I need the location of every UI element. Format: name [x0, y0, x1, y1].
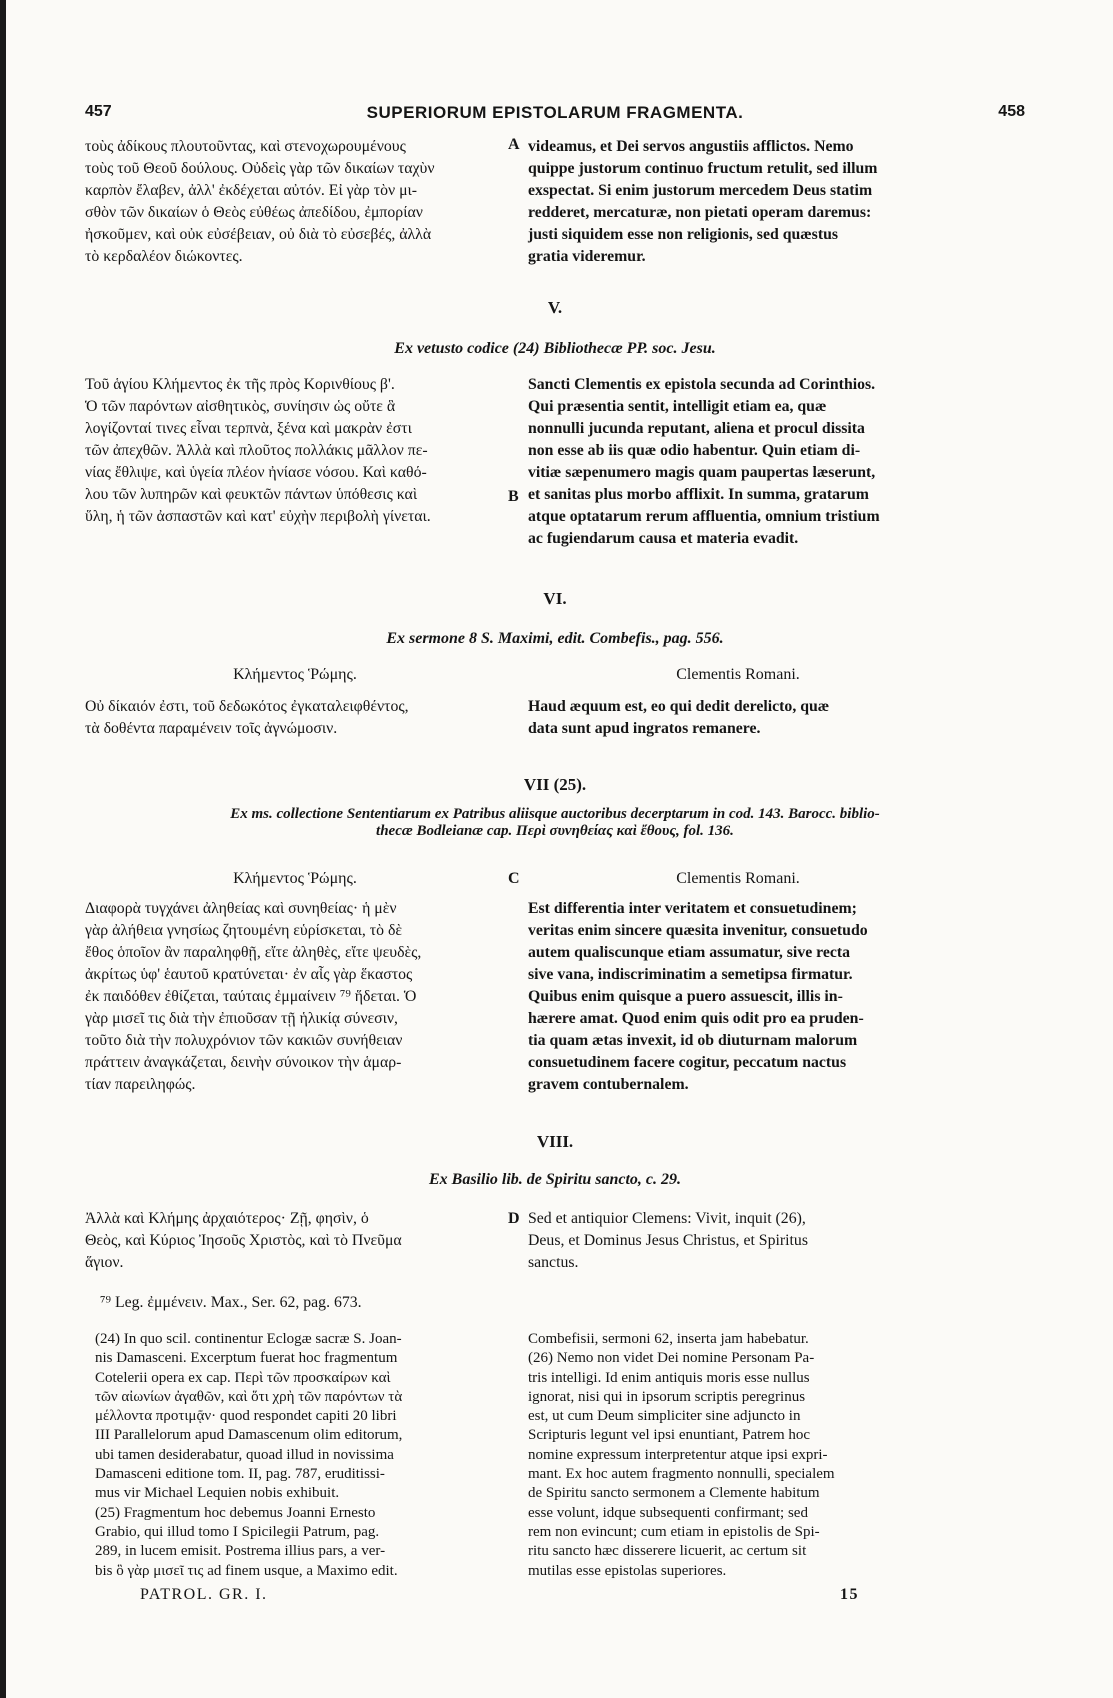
- text-line: Ἀλλὰ καὶ Κλήμης ἀρχαιότερος· Ζῇ, φησὶν, ὁ: [85, 1210, 369, 1227]
- section-vi-source: Ex sermone 8 S. Maximi, edit. Combefis., pag. 556.: [386, 630, 724, 647]
- footnote-line: nomine expressum interpretentur atque ipsi expri-: [528, 1446, 828, 1463]
- footnote-line: 289, in lucem emisit. Postrema illius pars, a ver-: [95, 1543, 386, 1560]
- signature-mark: PATROL. GR. I.: [140, 1586, 268, 1603]
- text-line: πράττειν ἀναγκάζεται, δεινὴν σύνοικον τὴν ἁμαρ-: [85, 1054, 402, 1071]
- vi-latin-text: [528, 696, 948, 740]
- footnote-line: III Parallelorum apud Damascenum olim editorum,: [95, 1427, 403, 1444]
- section-v-source: Ex vetusto codice (24) Bibliothecæ PP. soc. Jesu.: [394, 340, 716, 357]
- text-line: Διαφορὰ τυγχάνει ἀληθείας καὶ συνηθείας· ἡ μὲν: [85, 900, 397, 917]
- footnote-line: ubi tamen desiderabatur, quoad illud in novissima: [95, 1446, 394, 1463]
- text-line: autem qualiscunque etiam assumatur, sive recta: [528, 944, 851, 961]
- text-line: ἅγιον.: [85, 1254, 124, 1271]
- footnote-line: de Spiritu sancto sermonem a Clemente habitum: [528, 1485, 820, 1502]
- text-line: Sed et antiquior Clemens: Vivit, inquit (26),: [528, 1210, 806, 1227]
- footnote-line: mant. Ex hoc autem fragmento nonnulli, specialem: [528, 1466, 835, 1483]
- footnote-line: ignorat, nisi qui in ipsorum scriptis peregrinus: [528, 1388, 806, 1405]
- text-line: Θεὸς, καὶ Κύριος Ἰησοῦς Χριστὸς, καὶ τὸ Πνεῦμα: [85, 1232, 402, 1249]
- text-line: consuetudinem facere cogitur, peccatum nactus: [528, 1054, 847, 1071]
- footnote-line: Grabio, qui illud tomo I Spicilegii Patrum, pag.: [95, 1523, 380, 1540]
- text-line: Sancti Clementis ex epistola secunda ad Corinthios.: [528, 376, 876, 393]
- text-line: καρπὸν ἔλαβεν, ἀλλ' ἐκδέχεται αὐτόν. Εἰ γὰρ τὸν μι-: [85, 182, 418, 199]
- viii-greek-text: [85, 1208, 505, 1274]
- text-line: data sunt apud ingratos remanere.: [528, 720, 761, 737]
- text-line: non esse ab iis quæ odio habentur. Quin etiam di-: [528, 442, 861, 459]
- column-marker-b: B: [508, 488, 519, 505]
- vii-latin-text: [528, 898, 948, 1096]
- text-line: redderet, mercaturæ, non pietati operam daremus:: [528, 204, 872, 221]
- vii-greek-text: [85, 898, 505, 1096]
- column-marker-a: A: [508, 136, 520, 153]
- text-line: Ὁ τῶν παρόντων αἰσθητικὸς, συνίησιν ὡς οὔτε ἃ: [85, 398, 396, 415]
- text-line: ac fugiendarum causa et materia evadit.: [528, 530, 799, 547]
- text-line: ἀκρίτως ὑφ' ἑαυτοῦ κρατύνεται· ἐν αἷς γὰρ ἕκαστος: [85, 966, 413, 983]
- vi-latin-author: Clementis Romani.: [676, 666, 800, 683]
- text-line: gravem contubernalem.: [528, 1076, 689, 1093]
- text-line: λου τῶν λυπηρῶν καὶ φευκτῶν πάντων ὑπόθεσις καὶ: [85, 486, 418, 503]
- text-line: ἠσκοῦμεν, καὶ οὐκ εὐσέβειαν, οὐ διὰ τὸ εὐσεβές, ἀλλὰ: [85, 226, 432, 243]
- section-vii-source: [85, 806, 1025, 840]
- source-line: thecæ Bodleianæ cap. Περὶ συνηθείας καὶ ἔθους, fol. 136.: [376, 823, 734, 839]
- text-line: τὰ δοθέντα παραμένειν τοῖς ἀγνώμοσιν.: [85, 720, 338, 737]
- text-line: τῶν ἀπεχθῶν. Ἀλλὰ καὶ πλοῦτος πολλάκις μᾶλλον πε-: [85, 442, 428, 459]
- text-line: τοῦτο διὰ τὴν πολυχρόνιον τῶν κακιῶν συνήθειαν: [85, 1032, 403, 1049]
- text-line: Qui præsentia sentit, intelligit etiam ea, quæ: [528, 398, 827, 415]
- footnote-line: Scripturis legunt vel ipsi enuntiant, Patrem hoc: [528, 1427, 811, 1444]
- footnote-line: τῶν αἰωνίων ἀγαθῶν, καὶ ὅτι χρὴ τῶν παρόντων τὰ: [95, 1388, 403, 1405]
- column-marker-c: C: [508, 870, 520, 887]
- source-line: Ex ms. collectione Sententiarum ex Patribus aliisque auctoribus decerptarum in cod. 143. Barocc. biblio-: [230, 806, 880, 822]
- footnote-line: Combefisii, sermoni 62, inserta jam habebatur.: [528, 1331, 809, 1347]
- footnote-line: tris intelligi. Id enim antiquis moris esse nullus: [528, 1369, 810, 1386]
- column-marker-d: D: [508, 1210, 520, 1227]
- text-line: videamus, et Dei servos angustiis afflictos. Nemo: [528, 138, 854, 155]
- footnote-line: nis Damasceni. Excerptum fuerat hoc fragmentum: [95, 1350, 398, 1367]
- footnote-line: mus vir Michael Lequien nobis exhibuit.: [95, 1485, 340, 1502]
- vi-greek-text: [85, 696, 505, 740]
- vii-greek-author: Κλήμεντος Ῥώμης.: [233, 870, 357, 887]
- v-greek-text: [85, 374, 505, 528]
- text-line: sanctus.: [528, 1254, 579, 1271]
- text-line: hærere amat. Quod enim quis odit pro ea pruden-: [528, 1010, 864, 1027]
- text-line: Οὐ δίκαιόν ἐστι, τοῦ δεδωκότος ἐγκαταλειφθέντος,: [85, 698, 409, 715]
- footnotes-left-column: [95, 1330, 505, 1581]
- footnote-line: mutilas esse epistolas superiores.: [528, 1562, 727, 1579]
- text-line: justi siquidem esse non religionis, sed quæstus: [528, 226, 839, 243]
- footnote-line: bis ὃ γὰρ μισεῖ τις ad finem usque, a Maximo edit.: [95, 1562, 398, 1579]
- text-line: τοὺς ἀδίκους πλουτοῦντας, καὶ στενοχωρουμένους: [85, 138, 406, 155]
- footnote-line: (24) In quo scil. continentur Eclogæ sacræ S. Joan-: [95, 1331, 402, 1347]
- footnote-line: (25) Fragmentum hoc debemus Joanni Ernesto: [95, 1504, 376, 1521]
- section-numeral-vi: VI.: [543, 589, 567, 608]
- footnote-line: rem non evincunt; cum etiam in epistolis de Spi-: [528, 1523, 820, 1540]
- text-line: τὸ κερδαλέον διώκοντες.: [85, 248, 243, 265]
- vii-latin-author: Clementis Romani.: [676, 870, 800, 887]
- text-line: tia quam ætas invexit, id ob diuturnam malorum: [528, 1032, 858, 1049]
- section-viii-source: Ex Basilio lib. de Spiritu sancto, c. 29.: [428, 1171, 682, 1188]
- text-line: Haud æquum est, eo qui dedit derelicto, quæ: [528, 698, 830, 715]
- text-line: σθὸν τῶν δικαίων ὁ Θεὸς εὐθέως ἀπεδίδου, ἐμπορίαν: [85, 204, 423, 221]
- footnote-line: Damasceni editione tom. II, pag. 787, eruditissi-: [95, 1466, 385, 1483]
- section-numeral-viii: VIII.: [536, 1132, 574, 1151]
- text-line: Quibus enim quisque a puero assuescit, illis in-: [528, 988, 843, 1005]
- text-line: quippe justorum continuo fructum retulit, sed illum: [528, 160, 878, 177]
- text-line: λογίζονταί τινες εἶναι τερπνὰ, ξένα καὶ μακρὰν ἐστι: [85, 420, 412, 437]
- variant-reading-note: ⁷⁹ Leg. ἐμμένειν. Max., Ser. 62, pag. 673.: [100, 1294, 362, 1311]
- text-line: sive vana, indiscriminatim a semetipsa firmatur.: [528, 966, 853, 983]
- text-line: veritas enim sincere quæsita invenitur, consuetudo: [528, 922, 868, 939]
- footnote-line: Cotelerii opera ex cap. Περὶ τῶν προσκαίρων καὶ: [95, 1369, 391, 1386]
- page-number-left: 457: [85, 103, 112, 120]
- page-number-right: 458: [998, 103, 1025, 120]
- text-line: γὰρ ἀλήθεια γνησίως ζητουμένη εὑρίσκεται, τὸ δὲ: [85, 922, 403, 939]
- footnote-line: esse volunt, idque subsequenti confirmant; sed: [528, 1504, 808, 1521]
- text-line: exspectat. Si enim justorum mercedem Deus statim: [528, 182, 873, 199]
- iv-latin-text: [528, 136, 948, 268]
- page-header: [85, 103, 1025, 131]
- text-line: gratia videremur.: [528, 248, 646, 265]
- text-line: et sanitas plus morbo afflixit. In summa, gratarum: [528, 486, 869, 503]
- footnote-line: est, ut cum Deum simpliciter sine adjuncto in: [528, 1408, 801, 1425]
- text-line: τίαν παρειληφώς.: [85, 1076, 196, 1093]
- footnote-line: (26) Nemo non videt Dei nomine Personam Pa-: [528, 1350, 815, 1367]
- viii-latin-text: [528, 1208, 948, 1274]
- text-line: Deus, et Dominus Jesus Christus, et Spiritus: [528, 1232, 808, 1249]
- footnote-line: ritu sancto hæc disserere licuerit, ac certum sit: [528, 1543, 807, 1560]
- section-numeral-v: V.: [547, 298, 563, 317]
- section-numeral-vii: VII (25).: [523, 775, 587, 794]
- vi-greek-author: Κλήμεντος Ῥώμης.: [233, 666, 357, 683]
- text-line: Τοῦ ἁγίου Κλήμεντος ἐκ τῆς πρὸς Κορινθίους β'.: [85, 376, 395, 393]
- sheet-number: 15: [840, 1586, 859, 1603]
- v-latin-text: [528, 374, 948, 550]
- text-line: atque optatarum rerum affluentia, omnium tristium: [528, 508, 880, 525]
- text-line: νίας ἔθλιψε, καὶ ὑγεία πλέον ἠνίασε νόσου. Καὶ καθό-: [85, 464, 427, 481]
- text-line: ὕλη, ἡ τῶν ἀσπαστῶν καὶ κατ' εὐχὴν περιβολὴ γίνεται.: [85, 508, 431, 525]
- text-line: nonnulli jucunda reputant, aliena et procul dissita: [528, 420, 865, 437]
- footnote-line: μέλλοντα προτιμᾷν· quod respondet capiti 20 libri: [95, 1408, 397, 1425]
- running-title: SUPERIORUM EPISTOLARUM FRAGMENTA.: [366, 103, 744, 122]
- text-line: γὰρ μισεῖ τις διὰ τὴν ἐπιοῦσαν τῇ ἡλικίᾳ σύνεσιν,: [85, 1010, 398, 1027]
- text-line: ἔθος ὁποῖον ἂν παραληφθῇ, εἴτε ἀληθὲς, εἴτε ψευδὲς,: [85, 944, 422, 961]
- text-line: Est differentia inter veritatem et consuetudinem;: [528, 900, 857, 917]
- scan-edge: [0, 0, 6, 1698]
- iv-greek-text: [85, 136, 505, 268]
- text-line: ἐκ παιδόθεν ἐθίζεται, ταύταις ἐμμαίνειν ⁷⁹ ἥδεται. Ὁ: [85, 988, 417, 1005]
- footnotes-right-column: [528, 1330, 948, 1581]
- text-line: τοὺς τοῦ Θεοῦ δούλους. Οὐδεὶς γὰρ τῶν δικαίων ταχὺν: [85, 160, 435, 177]
- text-line: vitiæ sæpenumero magis quam paupertas læserunt,: [528, 464, 876, 481]
